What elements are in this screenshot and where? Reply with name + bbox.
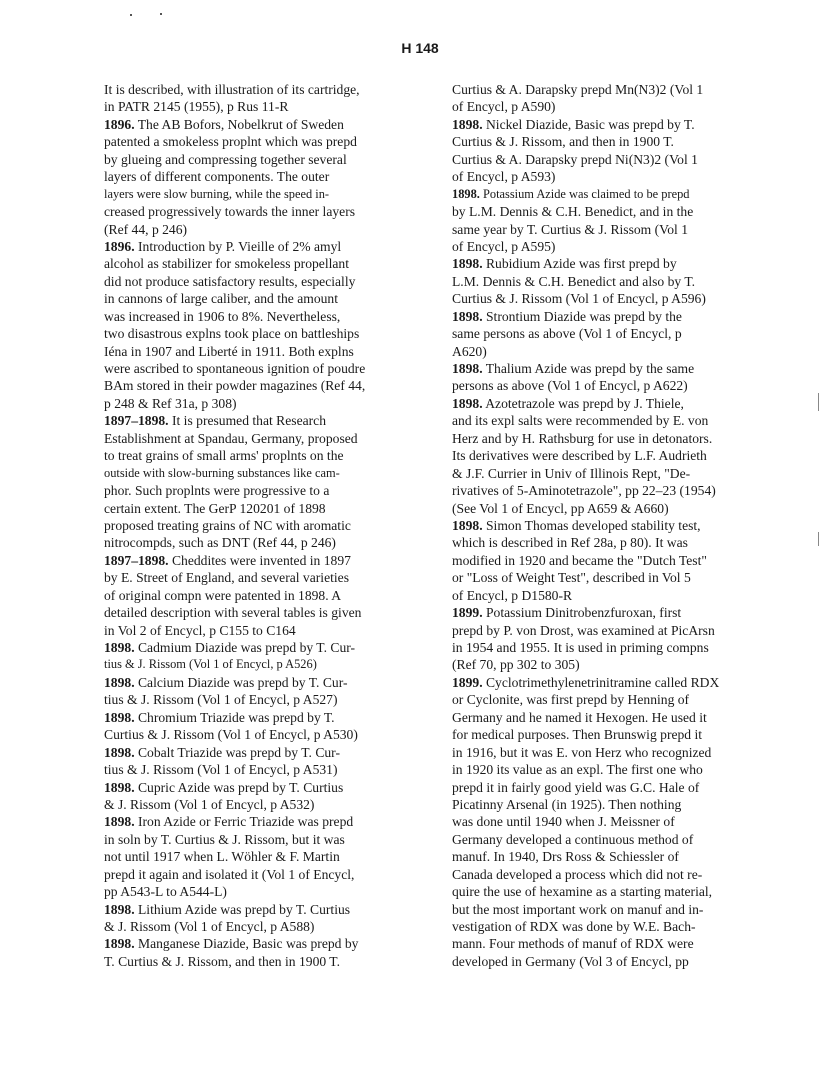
text-line: 1898. Cobalt Triazide was prepd by T. Cur- <box>104 744 340 760</box>
text-line: in Vol 2 of Encycl, p C155 to C164 <box>104 622 296 638</box>
text-line: tius & J. Rissom (Vol 1 of Encycl, p A526) <box>104 657 317 672</box>
text-line: 1898. Thalium Azide was prepd by the same <box>452 361 695 376</box>
text-line: p 248 & Ref 31a, p 308) <box>104 395 237 411</box>
text-line: creased progressively towards the inner layers <box>104 204 356 220</box>
text-line: and its expl salts were recommended by E. von <box>452 413 709 429</box>
text-line: 1896. Introduction by P. Vieille of 2% amyl <box>104 238 342 254</box>
text-line: certain extent. The GerP 120201 of 1898 <box>104 500 326 516</box>
text-line: of Encycl, p A593) <box>452 169 556 185</box>
text-line: BAm stored in their powder magazines (Ref 44, <box>104 378 366 394</box>
text-line: of Encycl, p A590) <box>452 99 556 115</box>
text-line: Curtius & J. Rissom (Vol 1 of Encycl, p A596) <box>452 291 706 307</box>
text-line: 1898. Iron Azide or Ferric Triazide was prepd <box>104 814 354 830</box>
text-line: Canada developed a process which did not re- <box>452 866 703 882</box>
text-line: to treat grains of small arms' proplnts on the <box>104 448 344 464</box>
text-line: 1896. The AB Bofors, Nobelkrut of Sweden <box>104 116 344 132</box>
text-line: 1898. Strontium Diazide was prepd by the <box>452 308 682 324</box>
text-line: in 1954 and 1955. It is used in priming compns <box>452 640 709 655</box>
text-line: mann. Four methods of manuf of RDX were <box>452 936 694 952</box>
text-line: 1897–1898. It is presumed that Research <box>104 413 326 429</box>
text-line: 1898. Cadmium Diazide was prepd by T. Cur- <box>104 640 356 655</box>
text-line: Curtius & A. Darapsky prepd Mn(N3)2 (Vol 1 <box>452 82 704 97</box>
text-line: 1899. Potassium Dinitrobenzfuroxan, first <box>452 605 682 621</box>
text-line: were ascribed to spontaneous ignition of poudre <box>104 361 366 376</box>
text-line: 1898. Cupric Azide was prepd by T. Curtius <box>104 779 344 795</box>
text-line: prepd it again and isolated it (Vol 1 of Encycl, <box>104 866 355 882</box>
text-line: same year by T. Curtius & J. Rissom (Vol 1 <box>452 221 688 237</box>
text-line: same persons as above (Vol 1 of Encycl, p <box>452 326 682 342</box>
text-line: by L.M. Dennis & C.H. Benedict, and in the <box>452 204 694 220</box>
text-line: (See Vol 1 of Encycl, pp A659 & A660) <box>452 500 669 516</box>
text-line: detailed description with several tables is given <box>104 605 362 621</box>
text-line: 1898. Calcium Diazide was prepd by T. Cur- <box>104 674 348 690</box>
text-line: A620) <box>452 343 487 359</box>
text-line: or Cyclonite, was first prepd by Henning of <box>452 692 690 708</box>
scan-speck <box>130 14 132 16</box>
text-line: layers of different components. The outer <box>104 169 330 185</box>
text-line: but the most important work on manuf and in- <box>452 901 704 917</box>
text-line: 1898. Azotetrazole was prepd by J. Thiele, <box>452 395 684 411</box>
text-line: phor. Such proplnts were progressive to a <box>104 483 330 499</box>
text-line: 1898. Potassium Azide was claimed to be prepd <box>452 186 690 201</box>
text-line: developed in Germany (Vol 3 of Encycl, pp <box>452 953 689 969</box>
text-line: two disastrous explns took place on battleships <box>104 326 360 342</box>
text-line: L.M. Dennis & C.H. Benedict and also by T. <box>452 273 696 289</box>
text-line: in PATR 2145 (1955), p Rus 11-R <box>104 99 289 115</box>
text-line: 1897–1898. Cheddites were invented in 1897 <box>104 552 351 568</box>
text-line: 1898. Nickel Diazide, Basic was prepd by T. <box>452 116 695 132</box>
text-line: prepd by P. von Drost, was examined at PicArsn <box>452 622 715 638</box>
left-column <box>104 81 404 970</box>
text-line: & J.F. Currier in Univ of Illinois Rept, "De- <box>452 465 691 481</box>
text-line: quire the use of hexamine as a starting material, <box>452 884 713 900</box>
text-line: by glueing and compressing together several <box>104 151 347 167</box>
text-line: in cannons of large caliber, and the amount <box>104 291 338 307</box>
text-line: modified in 1920 and became the "Dutch Test" <box>452 552 707 568</box>
text-line: Picatinny Arsenal (in 1925). Then nothing <box>452 796 682 812</box>
text-line: 1898. Manganese Diazide, Basic was prepd by <box>104 936 359 952</box>
text-line: Its derivatives were described by L.F. Audrieth <box>452 448 707 464</box>
text-line: Germany developed a continuous method of <box>452 831 694 847</box>
text-line: 1898. Simon Thomas developed stability test, <box>452 517 701 533</box>
text-line: It is described, with illustration of its cartridge, <box>104 82 360 97</box>
text-line: Curtius & A. Darapsky prepd Ni(N3)2 (Vol 1 <box>452 151 698 167</box>
text-line: not until 1917 when L. Wöhler & F. Martin <box>104 849 340 865</box>
text-line: in soln by T. Curtius & J. Rissom, but it was <box>104 831 345 847</box>
text-line: 1899. Cyclotrimethylenetrinitramine called RDX <box>452 674 720 690</box>
text-line: 1898. Chromium Triazide was prepd by T. <box>104 709 335 725</box>
text-line: which is described in Ref 28a, p 80). It was <box>452 535 688 551</box>
text-line: (Ref 44, p 246) <box>104 221 188 237</box>
text-line: rivatives of 5-Aminotetrazole", pp 22–23 (1954) <box>452 483 716 499</box>
text-line: 1898. Rubidium Azide was first prepd by <box>452 256 677 272</box>
text-line: alcohol as stabilizer for smokeless propellant <box>104 256 349 272</box>
text-line: of Encycl, p D1580-R <box>452 587 573 603</box>
text-line: T. Curtius & J. Rissom, and then in 1900 T. <box>104 953 341 969</box>
text-line: in 1920 its value as an expl. The first one who <box>452 762 703 778</box>
text-line: Herz and by H. Rathsburg for use in detonators. <box>452 430 713 446</box>
text-line: Iéna in 1907 and Liberté in 1911. Both explns <box>104 343 354 359</box>
text-line: was increased in 1906 to 8%. Nevertheless, <box>104 308 341 324</box>
scan-mark <box>818 393 819 411</box>
text-line: Curtius & J. Rissom (Vol 1 of Encycl, p A530) <box>104 727 358 743</box>
text-line: did not produce satisfactory results, especially <box>104 273 356 289</box>
page-number: H 148 <box>401 40 439 56</box>
text-line: tius & J. Rissom (Vol 1 of Encycl, p A527) <box>104 692 338 708</box>
text-line: layers were slow burning, while the speed in- <box>104 186 330 201</box>
text-line: Establishment at Spandau, Germany, proposed <box>104 430 358 446</box>
text-line: & J. Rissom (Vol 1 of Encycl, p A588) <box>104 919 315 934</box>
text-line: & J. Rissom (Vol 1 of Encycl, p A532) <box>104 796 315 812</box>
text-line: in 1916, but it was E. von Herz who recognized <box>452 744 712 760</box>
text-line: manuf. In 1940, Drs Ross & Schiessler of <box>452 849 679 865</box>
text-line: nitrocompds, such as DNT (Ref 44, p 246) <box>104 535 336 551</box>
text-line: persons as above (Vol 1 of Encycl, p A622) <box>452 378 688 394</box>
text-line: 1898. Lithium Azide was prepd by T. Curtius <box>104 901 351 917</box>
text-line: for medical purposes. Then Brunswig prepd it <box>452 727 703 743</box>
scan-mark <box>818 532 819 546</box>
text-line: pp A543-L to A544-L) <box>104 884 227 900</box>
text-line: patented a smokeless proplnt which was prepd <box>104 134 357 150</box>
text-line: was done until 1940 when J. Meissner of <box>452 814 675 830</box>
text-line: by E. Street of England, and several varieties <box>104 570 349 586</box>
text-line: vestigation of RDX was done by W.E. Bach- <box>452 919 696 934</box>
scan-speck <box>160 13 162 15</box>
text-line: of Encycl, p A595) <box>452 238 556 254</box>
text-line: tius & J. Rissom (Vol 1 of Encycl, p A531) <box>104 762 338 778</box>
text-line: or "Loss of Weight Test", described in Vol 5 <box>452 570 691 586</box>
text-line: outside with slow-burning substances like cam- <box>104 465 340 480</box>
text-line: Curtius & J. Rissom, and then in 1900 T. <box>452 134 674 150</box>
text-line: (Ref 70, pp 302 to 305) <box>452 657 580 673</box>
text-line: proposed treating grains of NC with aromatic <box>104 517 351 533</box>
right-column <box>452 81 756 970</box>
text-line: of original compn were patented in 1898. A <box>104 587 342 603</box>
text-line: Germany and he named it Hexogen. He used it <box>452 709 707 725</box>
text-line: prepd it in fairly good yield was G.C. Hale of <box>452 779 700 795</box>
